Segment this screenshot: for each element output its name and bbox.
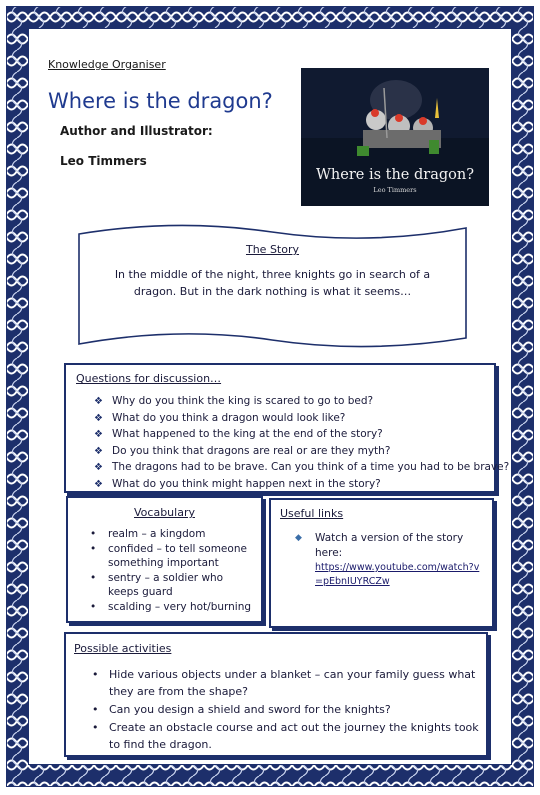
list-item: ❖ Do you think that dragons are real or are they myth? xyxy=(94,443,509,460)
youtube-link[interactable]: https://www.youtube.com/watch?v=pEbnIUYRCZw xyxy=(315,562,480,587)
diamond-bullet-icon: ❖ xyxy=(94,445,103,457)
activities-list xyxy=(92,666,482,754)
list-item: ❖ What do you think a dragon would look like? xyxy=(94,410,509,427)
questions-list xyxy=(94,393,509,492)
knowledge-organiser-label: Knowledge Organiser xyxy=(48,58,166,71)
diamond-bullet-icon: ❖ xyxy=(94,478,103,490)
vocabulary-section xyxy=(66,496,263,623)
page-title: Where is the dragon? xyxy=(48,89,273,113)
book-cover-image xyxy=(301,68,489,206)
story-heading: The Story xyxy=(245,243,299,256)
diamond-bullet-icon: ❖ xyxy=(94,462,103,473)
list-item: ❖ What do you think might happen next in the story? xyxy=(94,476,509,493)
story-section xyxy=(76,222,469,350)
useful-links-section xyxy=(269,498,494,628)
cover-title: Where is the dragon? xyxy=(316,167,474,183)
link-bullet-icon: ◆ xyxy=(295,533,302,543)
diamond-bullet-icon: ❖ xyxy=(94,412,103,424)
author-name: Leo Timmers xyxy=(60,154,147,168)
link-description: Watch a version of the story here: xyxy=(315,532,464,559)
vocabulary-list xyxy=(90,527,255,615)
list-item: • Hide various objects under a blanket – can your family guess what they are from the shape? xyxy=(92,666,482,700)
list-item: • realm – a kingdom xyxy=(90,527,255,541)
activities-section xyxy=(64,632,488,757)
list-item: • Create an obstacle course and act out the journey the knights took to find the dragon. xyxy=(92,719,482,753)
questions-section xyxy=(64,363,510,493)
list-item: • confided – to tell someone something important xyxy=(90,542,255,570)
diamond-bullet-icon: ❖ xyxy=(94,429,103,440)
author-label: Author and Illustrator: xyxy=(60,124,213,138)
vocabulary-heading: Vocabulary xyxy=(134,506,195,519)
questions-heading: Questions for discussion… xyxy=(76,372,222,385)
list-item: • Can you design a shield and sword for the knights? xyxy=(92,701,482,718)
list-item: ❖ What happened to the king at the end of the story? xyxy=(94,426,509,443)
list-item: • scalding – very hot/burning xyxy=(90,600,255,614)
list-item: ❖ Why do you think the king is scared to go to bed? xyxy=(94,393,509,410)
cover-author: Leo Timmers xyxy=(373,186,417,194)
diamond-bullet-icon: ❖ xyxy=(94,396,103,407)
list-item: • sentry – a soldier who keeps guard xyxy=(90,571,255,599)
list-item: ❖ The dragons had to be brave. Can you think of a time you had to be brave? xyxy=(94,459,509,476)
activities-heading: Possible activities xyxy=(74,642,172,655)
story-text: In the middle of the night, three knights go in search of a dragon. But in the dark nothing is what it seems… xyxy=(114,268,431,298)
useful-links-heading: Useful links xyxy=(280,507,344,520)
